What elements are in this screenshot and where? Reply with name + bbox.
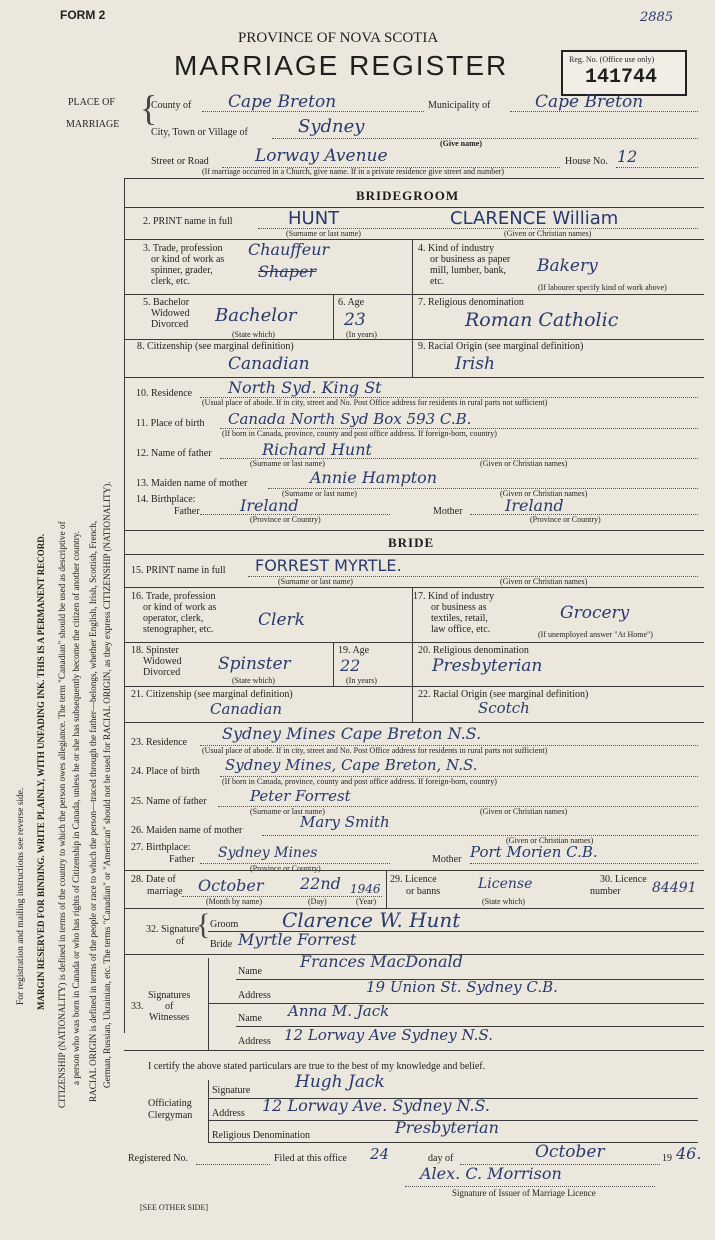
groom-birth-label: 11. Place of birth [136, 418, 205, 429]
municipality-value: Cape Breton [535, 92, 644, 112]
place-brace: { [140, 88, 158, 128]
house-line [616, 167, 698, 168]
house-value: 12 [617, 147, 638, 166]
groom-surname: HUNT [288, 208, 340, 229]
give-name-note: (Give name) [440, 139, 482, 148]
divider [124, 554, 704, 555]
clergy-religion-label: Religious Denomination [212, 1130, 311, 1141]
bridegroom-heading: BRIDEGROOM [356, 188, 460, 203]
city-value: Sydney [298, 116, 365, 137]
witnesses-label: Signatures of Witnesses [148, 990, 191, 1023]
bride-given-note: (Given or Christian names) [500, 577, 588, 586]
groom-father-label: 12. Name of father [136, 448, 212, 459]
groom-trade-label: 3. Trade, profession or kind of work as spinner, grader, clerk, etc. [143, 243, 225, 287]
divider [124, 686, 704, 687]
groom-name-label: 2. PRINT name in full [143, 216, 233, 227]
clergy-address: 12 Lorway Ave. Sydney N.S. [262, 1096, 490, 1115]
marriage-label: MARRIAGE [66, 119, 120, 130]
divider [386, 870, 387, 908]
margin-instruction-1: For registration and mailing instructions see reverse side. [16, 787, 26, 1005]
groom-residence-note: (Usual place of abode. If in city, street and No. Post Office address for residents in rural parts not sufficient) [202, 398, 548, 407]
groom-father-note1: (Surname or last name) [250, 459, 325, 468]
groom-mother-note2: (Given or Christian names) [500, 489, 588, 498]
w1-address-label: Address [238, 990, 271, 1001]
groom-industry: Bakery [537, 256, 598, 276]
bride-religion: Presbyterian [432, 656, 543, 676]
bride-signature: Myrtle Forrest [238, 930, 357, 949]
licence-or-banns: License [478, 876, 533, 892]
groom-mother-birthplace: Ireland [505, 496, 564, 515]
margin-citizenship-2: a person who was born in Canada or who has rights of Citizenship in Canada, unless he or she has subsequently become the citizen of another country. [71, 530, 81, 1085]
divider [124, 239, 704, 240]
groom-mother: Annie Hampton [310, 468, 438, 487]
groom-father-note2: (Given or Christian names) [480, 459, 568, 468]
bride-age-note: (In years) [346, 676, 377, 685]
certify-statement: I certify the above stated particulars are true to the best of my knowledge and belief. [148, 1061, 486, 1072]
licence-state-note: (State which) [482, 897, 525, 906]
bride-age: 22 [340, 656, 361, 675]
divider [208, 1142, 698, 1143]
divider [124, 377, 704, 378]
reg-number-box [561, 50, 687, 96]
bride-father-birthplace: Sydney Mines [218, 845, 318, 861]
bride-father-bp-note: (Province or Country) [250, 864, 321, 873]
bride-state: Spinster [218, 654, 291, 674]
bride-state-label: 18. Spinster Widowed Divorced [131, 645, 182, 678]
place-of-label: PLACE OF [68, 97, 115, 108]
groom-birth-note: (If born in Canada, province, county and post office address. If foreign-born, country) [222, 429, 497, 438]
divider [124, 294, 704, 295]
bride-sig-label: Bride [210, 939, 233, 950]
groom-state-label: 5. Bachelor Widowed Divorced [143, 297, 190, 330]
bride-father-note1: (Surname or last name) [250, 807, 325, 816]
bride-mother-bp-label: Mother [432, 854, 462, 865]
divider [208, 1003, 704, 1004]
marriage-day: 22nd [300, 874, 341, 893]
bride-birth: Sydney Mines, Cape Breton, N.S. [225, 756, 478, 774]
bride-industry: Grocery [560, 603, 630, 623]
bride-father: Peter Forrest [250, 787, 351, 805]
witnesses-number: 33. [131, 1001, 144, 1012]
day-of-label: day of [428, 1153, 454, 1164]
groom-state: Bachelor [215, 305, 297, 326]
groom-age-label: 6. Age [338, 297, 365, 308]
groom-religion-label: 7. Religious denomination [418, 297, 524, 308]
bride-name: FORREST MYRTLE. [255, 556, 402, 575]
marriage-year: 1946 [350, 882, 381, 896]
groom-signature: Clarence W. Hunt [282, 908, 461, 932]
filed-label: Filed at this office [274, 1153, 347, 1164]
province-heading: PROVINCE OF NOVA SCOTIA [238, 30, 439, 46]
margin-citizenship-1: CITIZENSHIP (NATIONALITY) is defined in terms of the country to which the person owes allegiance. The term "Canadian" should be used as descriptive of [57, 521, 67, 1108]
clergy-religion: Presbyterian [395, 1118, 499, 1137]
officiating-label: Officiating Clergyman [148, 1098, 193, 1121]
w2-name-label: Name [238, 1013, 262, 1024]
licence-or-banns-label: 29. Licence or banns [390, 874, 441, 897]
bride-mother-birthplace: Port Morien C.B. [470, 843, 598, 861]
margin-instruction-2: MARGIN RESERVED FOR BINDING. WRITE PLAINLY, WITH UNFADING INK. THIS IS A PERMANENT RECORD. [36, 533, 46, 1010]
groom-industry-note: (If labourer specify kind of work above) [538, 283, 667, 292]
reg-number-label: Reg. No. (Office use only) [569, 55, 655, 64]
clergy-signature: Hugh Jack [295, 1072, 385, 1092]
bride-name-label: 15. PRINT name in full [131, 565, 226, 576]
w2-address-label: Address [238, 1036, 271, 1047]
divider [333, 642, 334, 686]
divider [405, 1186, 655, 1187]
divider [412, 686, 413, 722]
main-top-border [124, 178, 704, 179]
groom-mother-bp-note: (Province or Country) [530, 515, 601, 524]
groom-age: 23 [344, 310, 366, 330]
bride-trade-label: 16. Trade, profession or kind of work as operator, clerk, stenographer, etc. [131, 591, 217, 635]
divider [333, 294, 334, 339]
county-label: County of [151, 100, 192, 111]
groom-trade-2: Shaper [258, 262, 317, 281]
bride-trade: Clerk [258, 610, 305, 630]
form-number: FORM 2 [60, 8, 106, 22]
groom-birth: Canada North Syd Box 593 C.B. [228, 410, 472, 428]
bride-residence: Sydney Mines Cape Breton N.S. [222, 724, 482, 743]
groom-surname-note: (Surname or last name) [286, 229, 361, 238]
filed-year: 46. [676, 1144, 702, 1163]
reg-number: 141744 [585, 66, 658, 89]
divider [412, 339, 413, 377]
bride-age-label: 19. Age [338, 645, 370, 656]
groom-birthplace-label: 14. Birthplace: Father [136, 494, 200, 517]
w1-name-label: Name [238, 966, 262, 977]
divider [196, 1164, 270, 1165]
signature-of-label: 32. Signature of [146, 924, 200, 947]
groom-mother-label: 13. Maiden name of mother [136, 478, 248, 489]
city-label: City, Town or Village of [151, 127, 248, 138]
bride-state-note: (State which) [232, 676, 275, 685]
divider [412, 239, 413, 294]
groom-industry-label: 4. Kind of industry or business as paper mill, lumber, bank, etc. [418, 243, 511, 287]
bride-mother: Mary Smith [300, 813, 390, 831]
groom-given-note: (Given or Christian names) [504, 229, 592, 238]
bride-residence-note: (Usual place of abode. If in city, street and No. Post Office address for residents in rural parts not sufficient) [202, 746, 548, 755]
divider [124, 1050, 704, 1051]
margin-racial-1: RACIAL ORIGIN is defined in terms of the people or race to which the person—traced through the father—belongs, whether English, Irish, Scottish, French, [88, 520, 98, 1102]
divider [412, 294, 413, 339]
divider [124, 530, 704, 531]
bride-birthplace-label: 27. Birthplace: Father [131, 842, 195, 865]
groom-sig-label: Groom [210, 919, 239, 930]
divider [470, 863, 698, 864]
divider [124, 870, 704, 871]
groom-state-note: (State which) [232, 330, 275, 339]
marriage-month-note: (Month by name) [206, 897, 262, 906]
divider [124, 587, 704, 588]
groom-father-birthplace: Ireland [240, 496, 299, 515]
licence-number-label: 30. Licence number [590, 874, 647, 897]
divider [412, 642, 413, 686]
groom-citizenship: Canadian [228, 354, 310, 374]
main-left-border [124, 178, 125, 1033]
street-label: Street or Road [151, 156, 209, 167]
bride-citizenship-label: 21. Citizenship (see marginal definition) [131, 689, 293, 700]
sig-brace: { [196, 908, 211, 941]
groom-residence: North Syd. King St [228, 378, 382, 397]
marriage-year-note: (Year) [356, 897, 377, 906]
bride-religion-label: 20. Religious denomination [418, 645, 529, 656]
witness2-name: Anna M. Jack [288, 1002, 390, 1020]
marriage-month: October [198, 876, 264, 895]
bride-birth-note: (If born in Canada, province, county and post office address. If foreign-born, country) [222, 777, 497, 786]
divider [208, 958, 209, 1050]
street-note: (If marriage occurred in a Church, give name. If in a private residence give street and number) [202, 167, 505, 176]
county-value: Cape Breton [228, 92, 337, 112]
city-line [272, 138, 698, 139]
corner-number: 2885 [640, 10, 674, 25]
bride-birth-label: 24. Place of birth [131, 766, 200, 777]
filed-year-prefix: 19 [662, 1153, 672, 1164]
marriage-date-label: 28. Date of marriage [131, 874, 183, 897]
bride-racial-label: 22. Racial Origin (see marginal definition) [418, 689, 589, 700]
groom-religion: Roman Catholic [465, 309, 619, 331]
groom-father-bp-note: (Province or Country) [250, 515, 321, 524]
house-label: House No. [565, 156, 608, 167]
witness2-address: 12 Lorway Ave Sydney N.S. [284, 1026, 493, 1044]
bride-surname-note: (Surname or last name) [278, 577, 353, 586]
divider [208, 1080, 209, 1142]
municipality-label: Municipality of [428, 100, 491, 111]
bride-mother-note2: (Given or Christian names) [506, 836, 594, 845]
street-value: Lorway Avenue [255, 146, 388, 166]
groom-given: CLARENCE William [450, 208, 619, 229]
bride-father-note2: (Given or Christian names) [480, 807, 568, 816]
margin-racial-2: German, Russian, Ukrainian, etc. The terms "Canadian" or "American" should not be used for RACIAL ORIGIN, as they express CITIZENSHIP (NATIONALITY). [102, 481, 112, 1088]
bride-residence-label: 23. Residence [131, 737, 188, 748]
issuer-signature: Alex. C. Morrison [420, 1164, 562, 1183]
divider [124, 339, 704, 340]
groom-citizenship-label: 8. Citizenship (see marginal definition) [137, 341, 294, 352]
licence-number: 84491 [652, 880, 697, 896]
divider [124, 642, 704, 643]
marriage-day-note: (Day) [308, 897, 327, 906]
groom-racial-label: 9. Racial Origin (see marginal definition) [418, 341, 584, 352]
bride-father-label: 25. Name of father [131, 796, 207, 807]
groom-trade-1: Chauffeur [248, 240, 330, 259]
see-other-side: [SEE OTHER SIDE] [140, 1203, 208, 1212]
groom-age-note: (In years) [346, 330, 377, 339]
witness1-address: 19 Union St. Sydney C.B. [366, 978, 558, 996]
bride-industry-note: (If unemployed answer "At Home") [538, 630, 653, 639]
bride-citizenship: Canadian [210, 700, 283, 718]
registered-label: Registered No. [128, 1153, 188, 1164]
filed-month: October [535, 1142, 605, 1162]
clergy-address-label: Address [212, 1108, 245, 1119]
groom-father: Richard Hunt [262, 440, 372, 459]
bride-racial: Scotch [478, 699, 530, 717]
clergy-sig-label: Signature [212, 1085, 251, 1096]
groom-mother-note1: (Surname or last name) [282, 489, 357, 498]
filed-day: 24 [370, 1145, 390, 1163]
witness1-name: Frances MacDonald [300, 952, 463, 971]
page-title: MARRIAGE REGISTER [174, 50, 509, 81]
groom-residence-label: 10. Residence [136, 388, 193, 399]
bride-heading: BRIDE [388, 535, 435, 550]
divider [262, 835, 698, 836]
issuer-label: Signature of Issuer of Marriage Licence [452, 1188, 596, 1198]
bride-mother-label: 26. Maiden name of mother [131, 825, 243, 836]
divider [124, 722, 704, 723]
groom-mother-bp-label: Mother [433, 506, 463, 517]
bride-industry-label: 17. Kind of industry or business as textiles, retail, law office, etc. [413, 591, 495, 635]
groom-racial: Irish [455, 354, 495, 374]
